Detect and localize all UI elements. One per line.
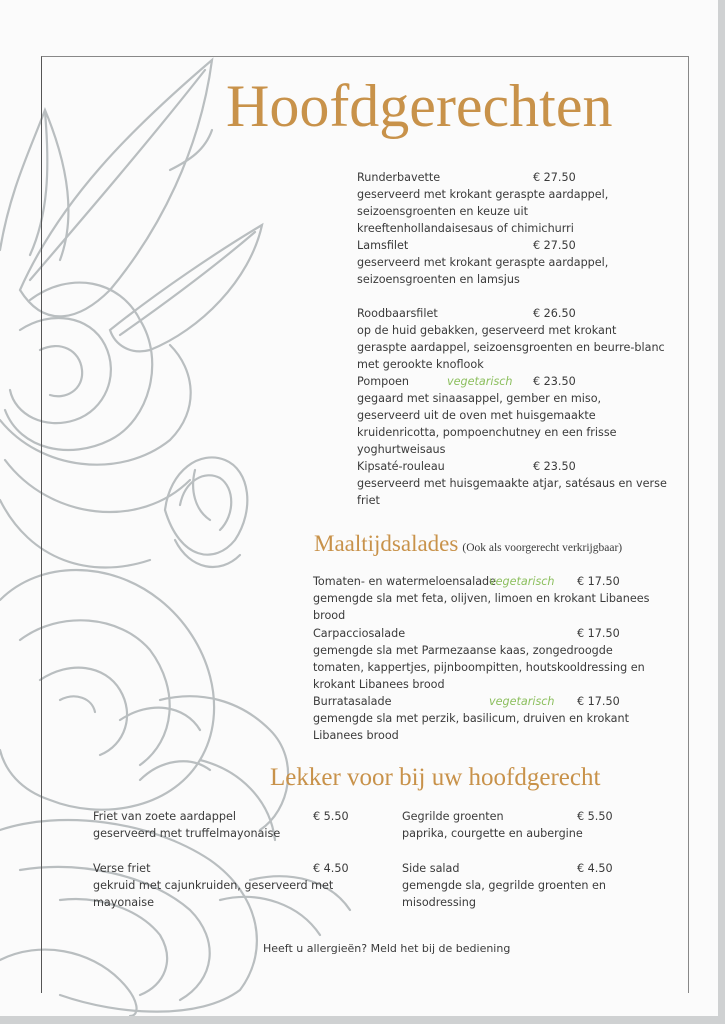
dish-price: € 4.50 xyxy=(313,862,349,875)
dish-price: € 5.50 xyxy=(577,810,613,823)
dish-description: gemengde sla met perzik, basilicum, druiven en krokant Libanees brood xyxy=(313,712,629,742)
dish-name: Side salad xyxy=(402,862,460,875)
dish-price: € 4.50 xyxy=(577,862,613,875)
allergy-note: Heeft u allergieën? Meld het bij de bediening xyxy=(263,942,511,955)
dish-price: € 5.50 xyxy=(313,810,349,823)
dish-name: Burratasalade xyxy=(313,695,392,708)
dish-price: € 23.50 xyxy=(533,375,576,388)
dish-name: Gegrilde groenten xyxy=(402,810,504,823)
section-subtitle: (Ook als voorgerecht verkrijgbaar) xyxy=(462,542,623,554)
vegetarian-tag: vegetarisch xyxy=(489,575,555,588)
vegetarian-tag: vegetarisch xyxy=(447,375,513,388)
dish-name: Tomaten- en watermeloensalade xyxy=(313,575,497,588)
section-title-text: Maaltijdsalades xyxy=(314,531,459,556)
dish-description: geserveerd met truffelmayonaise xyxy=(93,827,281,840)
dish-description: gemengde sla, gegrilde groenten en misodressing xyxy=(402,879,607,909)
dish-description: geserveerd met krokant geraspte aardappel, seizoensgroenten en keuze uit kreeftenhollandaisesaus of chimichurri xyxy=(357,188,609,235)
dish-description: gegaard met sinaasappel, gember en miso, geserveerd uit de oven met huisgemaakte kruidenricotta, pompoenchutney en een frisse yoghurtweisaus xyxy=(357,392,617,456)
dish-name: Kipsaté-rouleau xyxy=(357,460,445,473)
vegetarian-tag: vegetarisch xyxy=(489,695,555,708)
dish-description: geserveerd met huisgemaakte atjar, satésaus en verse friet xyxy=(357,477,667,507)
dish-name: Friet van zoete aardappel xyxy=(93,810,236,823)
dish-name: Runderbavette xyxy=(357,171,441,184)
section-title-sides: Lekker voor bij uw hoofdgerecht xyxy=(270,764,601,791)
dish-description: gemengde sla met feta, olijven, limoen en krokant Libanees brood xyxy=(313,592,650,622)
dish-price: € 17.50 xyxy=(577,695,620,708)
dish-description: op de huid gebakken, geserveerd met krokant geraspte aardappel, seizoensgroenten en beurre-blanc met gerookte knoflook xyxy=(357,324,665,371)
dish-price: € 27.50 xyxy=(533,239,576,252)
dish-description: paprika, courgette en aubergine xyxy=(402,827,583,840)
dish-name: Roodbaarsfilet xyxy=(357,307,438,320)
dish-name: Lamsfilet xyxy=(357,239,409,252)
dish-description: gekruid met cajunkruiden, geserveerd met mayonaise xyxy=(93,879,334,909)
dish-price: € 27.50 xyxy=(533,171,576,184)
page-title: Hoofdgerechten xyxy=(226,73,613,139)
dish-price: € 17.50 xyxy=(577,575,620,588)
dish-name: Pompoen xyxy=(357,375,410,388)
dish-name: Verse friet xyxy=(93,862,151,875)
dish-description: geserveerd met krokant geraspte aardappel, seizoensgroenten en lamsjus xyxy=(357,256,609,286)
dish-price: € 23.50 xyxy=(533,460,576,473)
dish-price: € 26.50 xyxy=(533,307,576,320)
dish-price: € 17.50 xyxy=(577,627,620,640)
dish-name: Carpacciosalade xyxy=(313,627,406,640)
dish-description: gemengde sla met Parmezaanse kaas, zongedroogde tomaten, kappertjes, pijnboompitten, houtskooldressing en krokant Libanees brood xyxy=(313,644,645,691)
section-title-salads xyxy=(314,529,622,563)
